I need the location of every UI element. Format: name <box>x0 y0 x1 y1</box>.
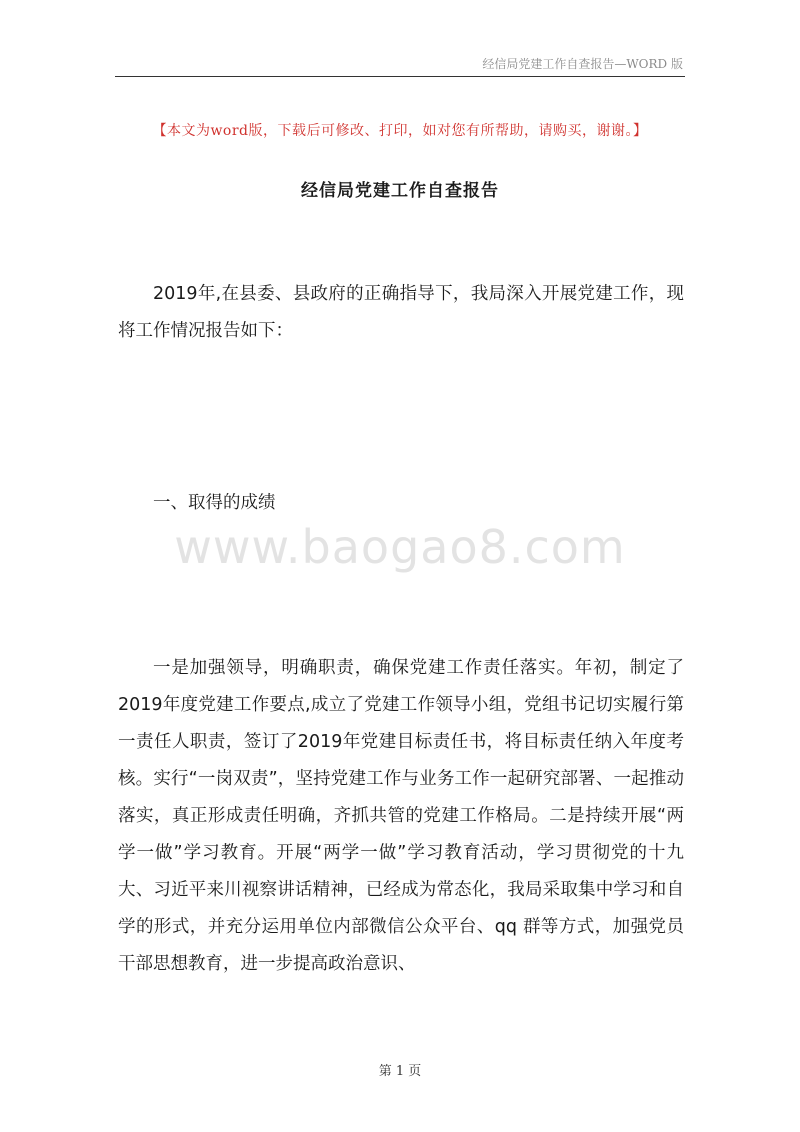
running-header: 经信局党建工作自查报告—WORD 版 <box>482 57 683 71</box>
watermark: www.baogao8.com <box>174 520 626 574</box>
purchase-notice: 【本文为word版，下载后可修改、打印，如对您有所帮助，请购买，谢谢。】 <box>152 123 648 139</box>
body-paragraph: 一是加强领导，明确职责，确保党建工作责任落实。年初，制定了2019年度党建工作要点,成立了党建工作领导小组，党组书记切实履行第一责任人职责，签订了2019年党建目标责任书，将目标责任纳入年度考核。实行“一岗双责”，坚持党建工作与业务工作一起研究部署、一起推动落实，真正形成责任明确，齐抓共管的党建工作格局。二是持续开展“两学一做”学习教育。开展“两学一做”学习教育活动，学习贯彻党的十九大、习近平来川视察讲话精神，已经成为常态化，我局采取集中学习和自学的形式，并充分运用单位内部微信公众平台、qq 群等方式，加强党员干部思想教育，进一步提高政治意识、 <box>118 658 684 974</box>
document-title: 经信局党建工作自查报告 <box>301 181 499 201</box>
header-divider <box>115 76 685 77</box>
intro-paragraph: 2019年,在县委、县政府的正确指导下，我局深入开展党建工作，现将工作情况报告如下： <box>118 284 684 341</box>
page-number: 第 1 页 <box>378 1064 422 1079</box>
section-heading: 一、取得的成绩 <box>153 493 276 513</box>
